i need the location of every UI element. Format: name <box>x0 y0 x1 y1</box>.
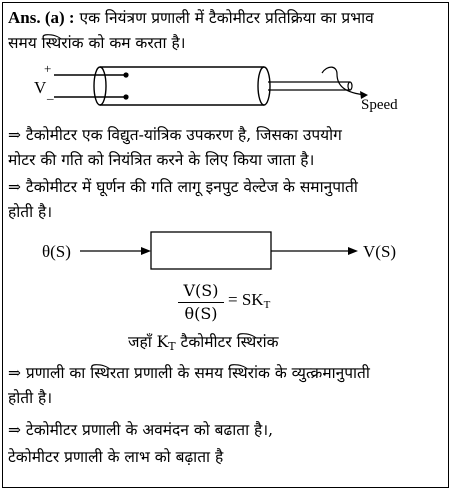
block-diagram <box>0 228 454 276</box>
para2-line-2: होती है। <box>8 203 53 221</box>
tachometer-cylinder <box>94 67 270 105</box>
rotation-arrow-icon <box>322 67 366 95</box>
para4-line-2: टेकोमीटर प्रणाली के लाभ को बढ़ाता है <box>8 448 224 466</box>
constant-note: जहाँ $K_T$ टैकोमीटर स्थिरांक <box>128 333 279 353</box>
v-label: V <box>34 78 47 97</box>
answer-line-1 <box>8 8 374 28</box>
para3-line-1: ⇒ प्रणाली का स्थिरता प्रणाली के समय स्थिरांक के व्युत्क्रमानुपाती <box>8 364 370 382</box>
output-label: V(S) <box>363 242 397 261</box>
tachometer-block <box>151 232 271 269</box>
answer-line-2: समय स्थिरांक को कम करता है। <box>8 34 186 52</box>
answer-label: Ans. (a) : <box>8 8 75 27</box>
plus-sign: + <box>44 61 52 76</box>
equation-rhs: = $SK_T$ <box>228 290 271 311</box>
transfer-function-fraction <box>178 281 224 324</box>
fraction-denominator: θ(S) <box>184 304 218 323</box>
input-label: θ(S) <box>42 242 71 261</box>
speed-label: Speed <box>361 97 398 113</box>
answer-text-1: एक नियंत्रण प्रणाली में टैकोमीटर प्रतिक्रिया का प्रभाव <box>79 9 374 27</box>
para1-line-2: मोटर की गति को नियंत्रित करने के लिए किया जाता है। <box>8 151 315 169</box>
minus-sign: _ <box>47 86 54 101</box>
para3-line-2: होती है। <box>8 389 53 407</box>
para2-line-1: ⇒ टैकोमीटर में घूर्णन की गति लागू इनपुट वेल्टेज के समानुपाती <box>8 178 358 196</box>
fraction-bar <box>178 302 224 303</box>
para1-line-1: ⇒ टैकोमीटर एक विद्युत-यांत्रिक उपकरण है, जिसका उपयोग <box>8 126 342 144</box>
fraction-numerator: V(S) <box>183 281 219 300</box>
tachometer-figure <box>0 55 454 120</box>
para4-line-1: ⇒ टेकोमीटर प्रणाली के अवमंदन को बढाता है।, <box>8 421 274 439</box>
